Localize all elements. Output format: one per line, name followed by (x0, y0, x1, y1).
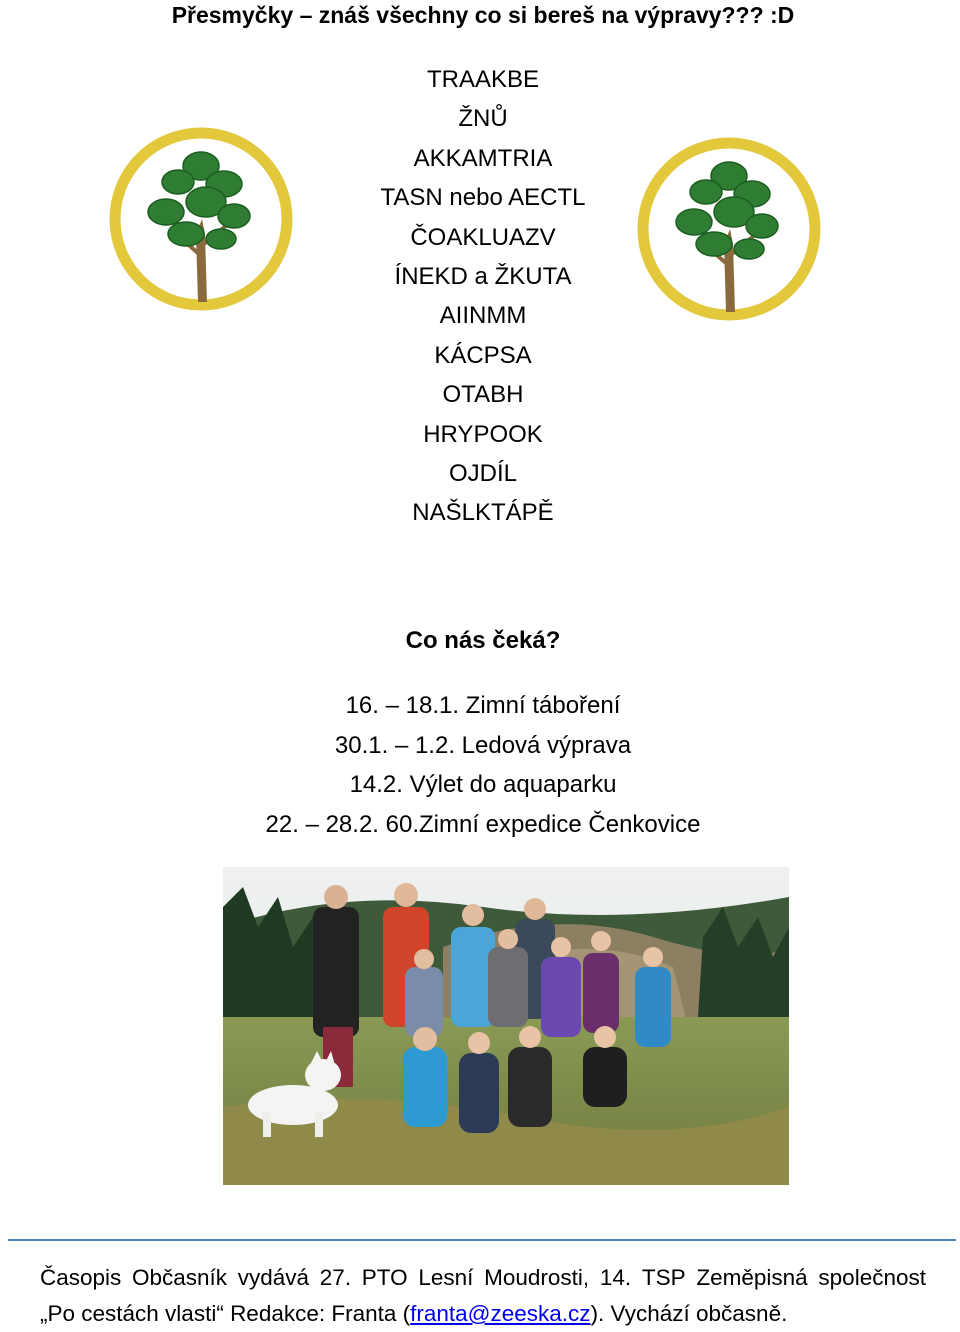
anagram-item: OJDÍL (448, 460, 517, 488)
footer-text-before-email: „Po cestách vlasti“ Redakce: Franta ( (40, 1301, 411, 1326)
footer-text-after-email: ). Vychází občasně. (590, 1301, 788, 1326)
tree-logo-left-icon (106, 124, 296, 314)
footer-word: TSP (641, 1265, 686, 1290)
footer-word: vydává (237, 1265, 310, 1290)
event-list (0, 686, 960, 844)
tree-logo-right-icon (634, 134, 824, 324)
program-heading: Co nás čeká? (405, 627, 561, 654)
footer-word: Občasník (132, 1265, 228, 1290)
footer-word: 14. (599, 1265, 632, 1290)
anagram-item: TRAAKBE (426, 66, 540, 93)
event-item: 22. – 28.2. 60.Zimní expedice Čenkovice (265, 810, 701, 838)
email-link[interactable]: franta@zeeska.cz (410, 1301, 591, 1326)
anagram-item: ŽNŮ (458, 105, 508, 133)
footer-word: PTO (361, 1265, 408, 1290)
footer-line-2 (40, 1296, 926, 1332)
anagram-item: AKKAMTRIA (413, 144, 553, 172)
anagram-item: TASN nebo AECTL (380, 184, 586, 212)
footer-word: společnost (818, 1265, 926, 1290)
anagram-item: OTABH (442, 381, 524, 409)
footer-word: Časopis (40, 1265, 122, 1290)
footer-word: Lesní (418, 1265, 474, 1290)
page-title: Přesmyčky – znáš všechny co si bereš na výpravy??? :D (171, 2, 795, 28)
footer-divider (8, 1239, 956, 1241)
anagram-item: ČOAKLUAZV (410, 223, 556, 251)
event-item: 16. – 18.1. Zimní táboření (345, 692, 621, 719)
anagram-item: NAŠLKTÁPĚ (412, 499, 554, 527)
event-item: 14.2. Výlet do aquaparku (349, 771, 617, 798)
group-photo (223, 867, 789, 1185)
footer-word: Moudrosti, (484, 1265, 590, 1290)
footer-word: Zeměpisná (696, 1265, 808, 1290)
anagram-item: ÍNEKD a ŽKUTA (394, 263, 572, 291)
anagram-item: HRYPOOK (423, 420, 543, 448)
footer-line-1 (40, 1260, 926, 1296)
footer-word: 27. (319, 1265, 352, 1290)
anagram-item: KÁCPSA (434, 341, 532, 369)
event-item: 30.1. – 1.2. Ledová výprava (334, 731, 632, 759)
footer (40, 1260, 926, 1332)
anagram-item: AIINMM (439, 302, 527, 330)
